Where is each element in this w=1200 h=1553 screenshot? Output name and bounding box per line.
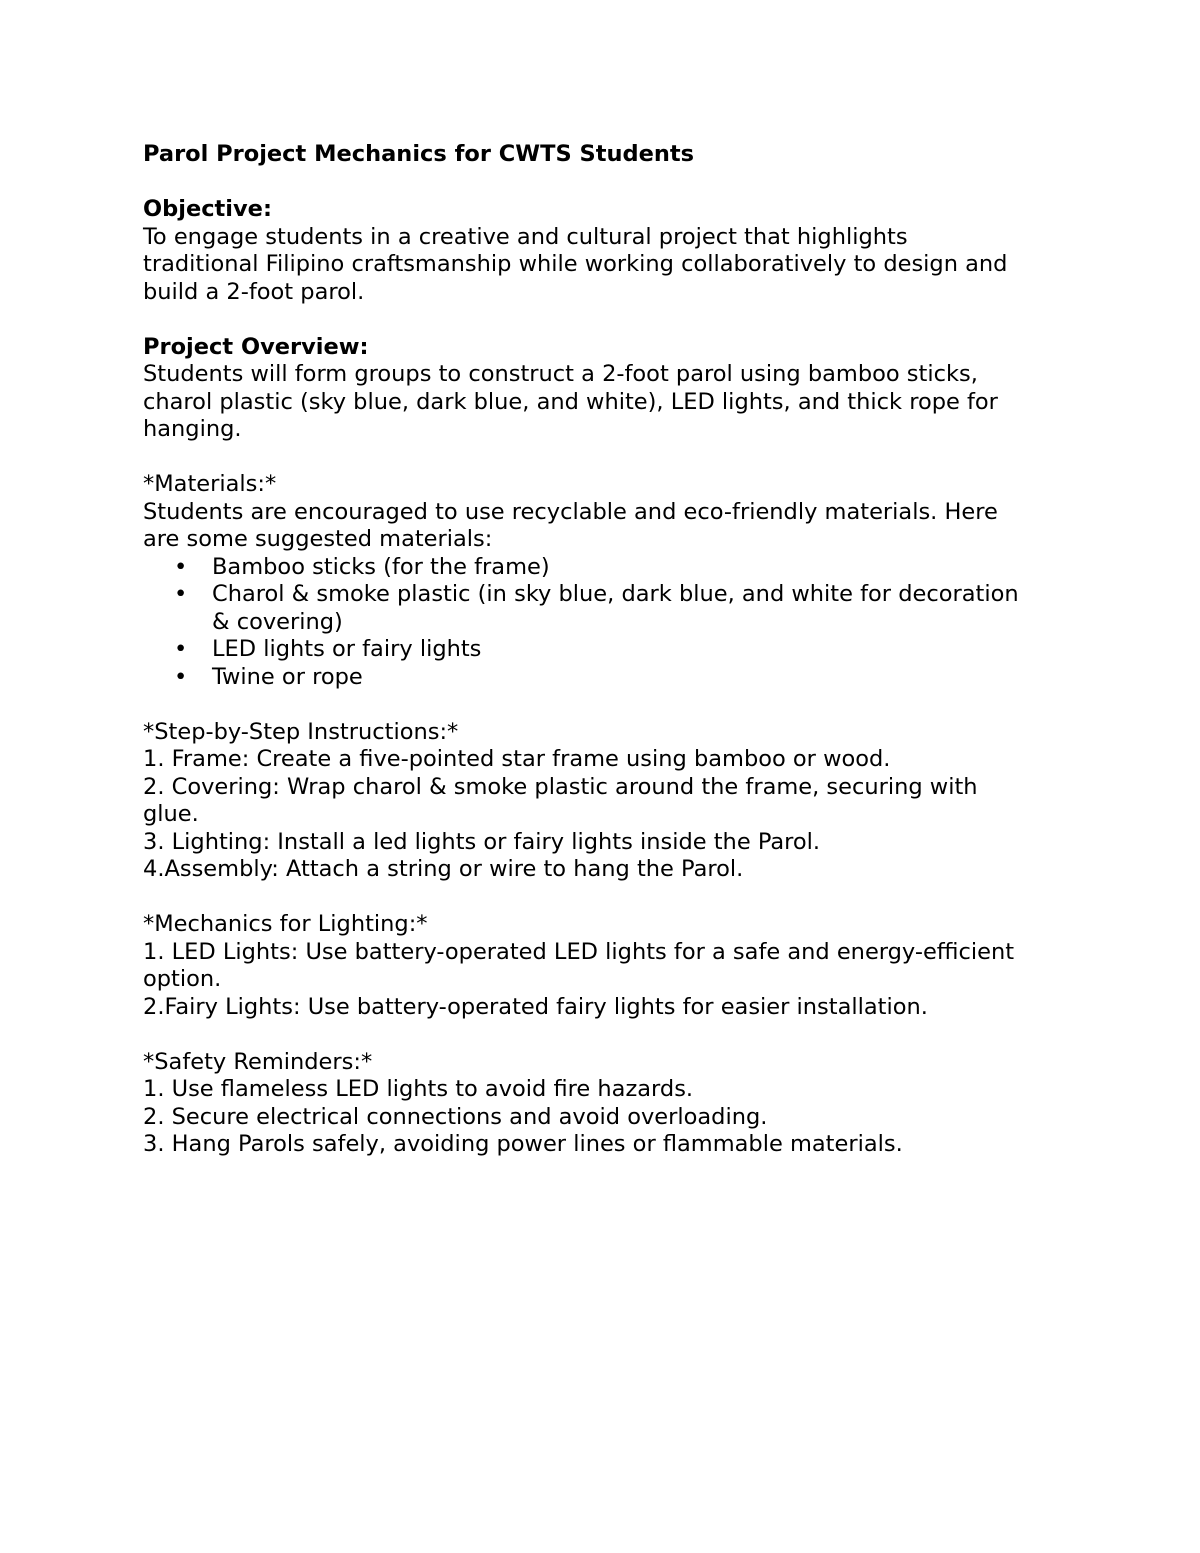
list-item-text: LED lights or fairy lights — [212, 636, 482, 662]
lighting-line: 2.Fairy Lights: Use battery-operated fairy lights for easier installation. — [143, 993, 928, 1020]
list-item — [143, 664, 1073, 692]
objective-line: build a 2-foot parol. — [143, 278, 365, 305]
spacer — [143, 884, 1073, 912]
step-line: 1. Frame: Create a five-pointed star frame using bamboo or wood. — [143, 746, 891, 772]
step-line: glue. — [143, 801, 199, 827]
list-item-text: Charol & smoke plastic (in sky blue, dark blue, and white for decoration — [212, 581, 1019, 607]
safety-heading: *Safety Reminders:* — [143, 1048, 373, 1075]
lighting-heading: *Mechanics for Lighting:* — [143, 911, 428, 937]
spacer — [143, 1021, 1073, 1049]
bullet-icon: • — [174, 663, 188, 690]
list-item-text: Bamboo sticks (for the frame) — [212, 553, 550, 580]
step-line: 3. Lighting: Install a led lights or fairy lights inside the Parol. — [143, 828, 821, 855]
objective-heading: Objective: — [143, 196, 272, 222]
bullet-icon: • — [174, 636, 188, 662]
materials-line: are some suggested materials: — [143, 526, 493, 552]
steps-heading: *Step-by-Step Instructions:* — [143, 718, 459, 745]
list-item-text: Twine or rope — [212, 663, 363, 690]
lighting-line: 1. LED Lights: Use battery-operated LED lights for a safe and energy-efficient — [143, 938, 1015, 965]
spacer — [143, 306, 1073, 334]
overview-heading: Project Overview: — [143, 333, 369, 360]
objective-line: To engage students in a creative and cultural project that highlights — [143, 223, 908, 250]
materials-list — [143, 554, 1073, 692]
spacer — [143, 444, 1073, 472]
materials-heading: *Materials:* — [143, 471, 277, 497]
overview-line: charol plastic (sky blue, dark blue, and white), LED lights, and thick rope for — [143, 388, 998, 415]
step-line: 2. Covering: Wrap charol & smoke plastic around the frame, securing with — [143, 773, 978, 800]
list-item — [143, 636, 1073, 664]
lighting-line: option. — [143, 966, 222, 992]
spacer — [143, 169, 1073, 197]
document-body — [143, 141, 1073, 1159]
materials-line: Students are encouraged to use recyclable and eco-friendly materials. Here — [143, 498, 998, 525]
overview-line: Students will form groups to construct a 2-foot parol using bamboo sticks, — [143, 361, 978, 387]
bullet-icon: • — [174, 553, 188, 580]
document-title: Parol Project Mechanics for CWTS Students — [143, 141, 694, 167]
list-item-text: & covering) — [212, 608, 343, 635]
step-line: 4.Assembly: Attach a string or wire to hang the Parol. — [143, 856, 744, 882]
spacer — [143, 691, 1073, 719]
list-item — [143, 581, 1073, 636]
objective-line: traditional Filipino craftsmanship while working collaboratively to design and — [143, 251, 1008, 277]
safety-line: 3. Hang Parols safely, avoiding power lines or flammable materials. — [143, 1131, 903, 1157]
bullet-icon: • — [174, 581, 188, 607]
list-item — [143, 554, 1073, 582]
overview-line: hanging. — [143, 416, 242, 442]
safety-line: 1. Use flameless LED lights to avoid fire hazards. — [143, 1076, 694, 1102]
safety-line: 2. Secure electrical connections and avoid overloading. — [143, 1103, 768, 1130]
